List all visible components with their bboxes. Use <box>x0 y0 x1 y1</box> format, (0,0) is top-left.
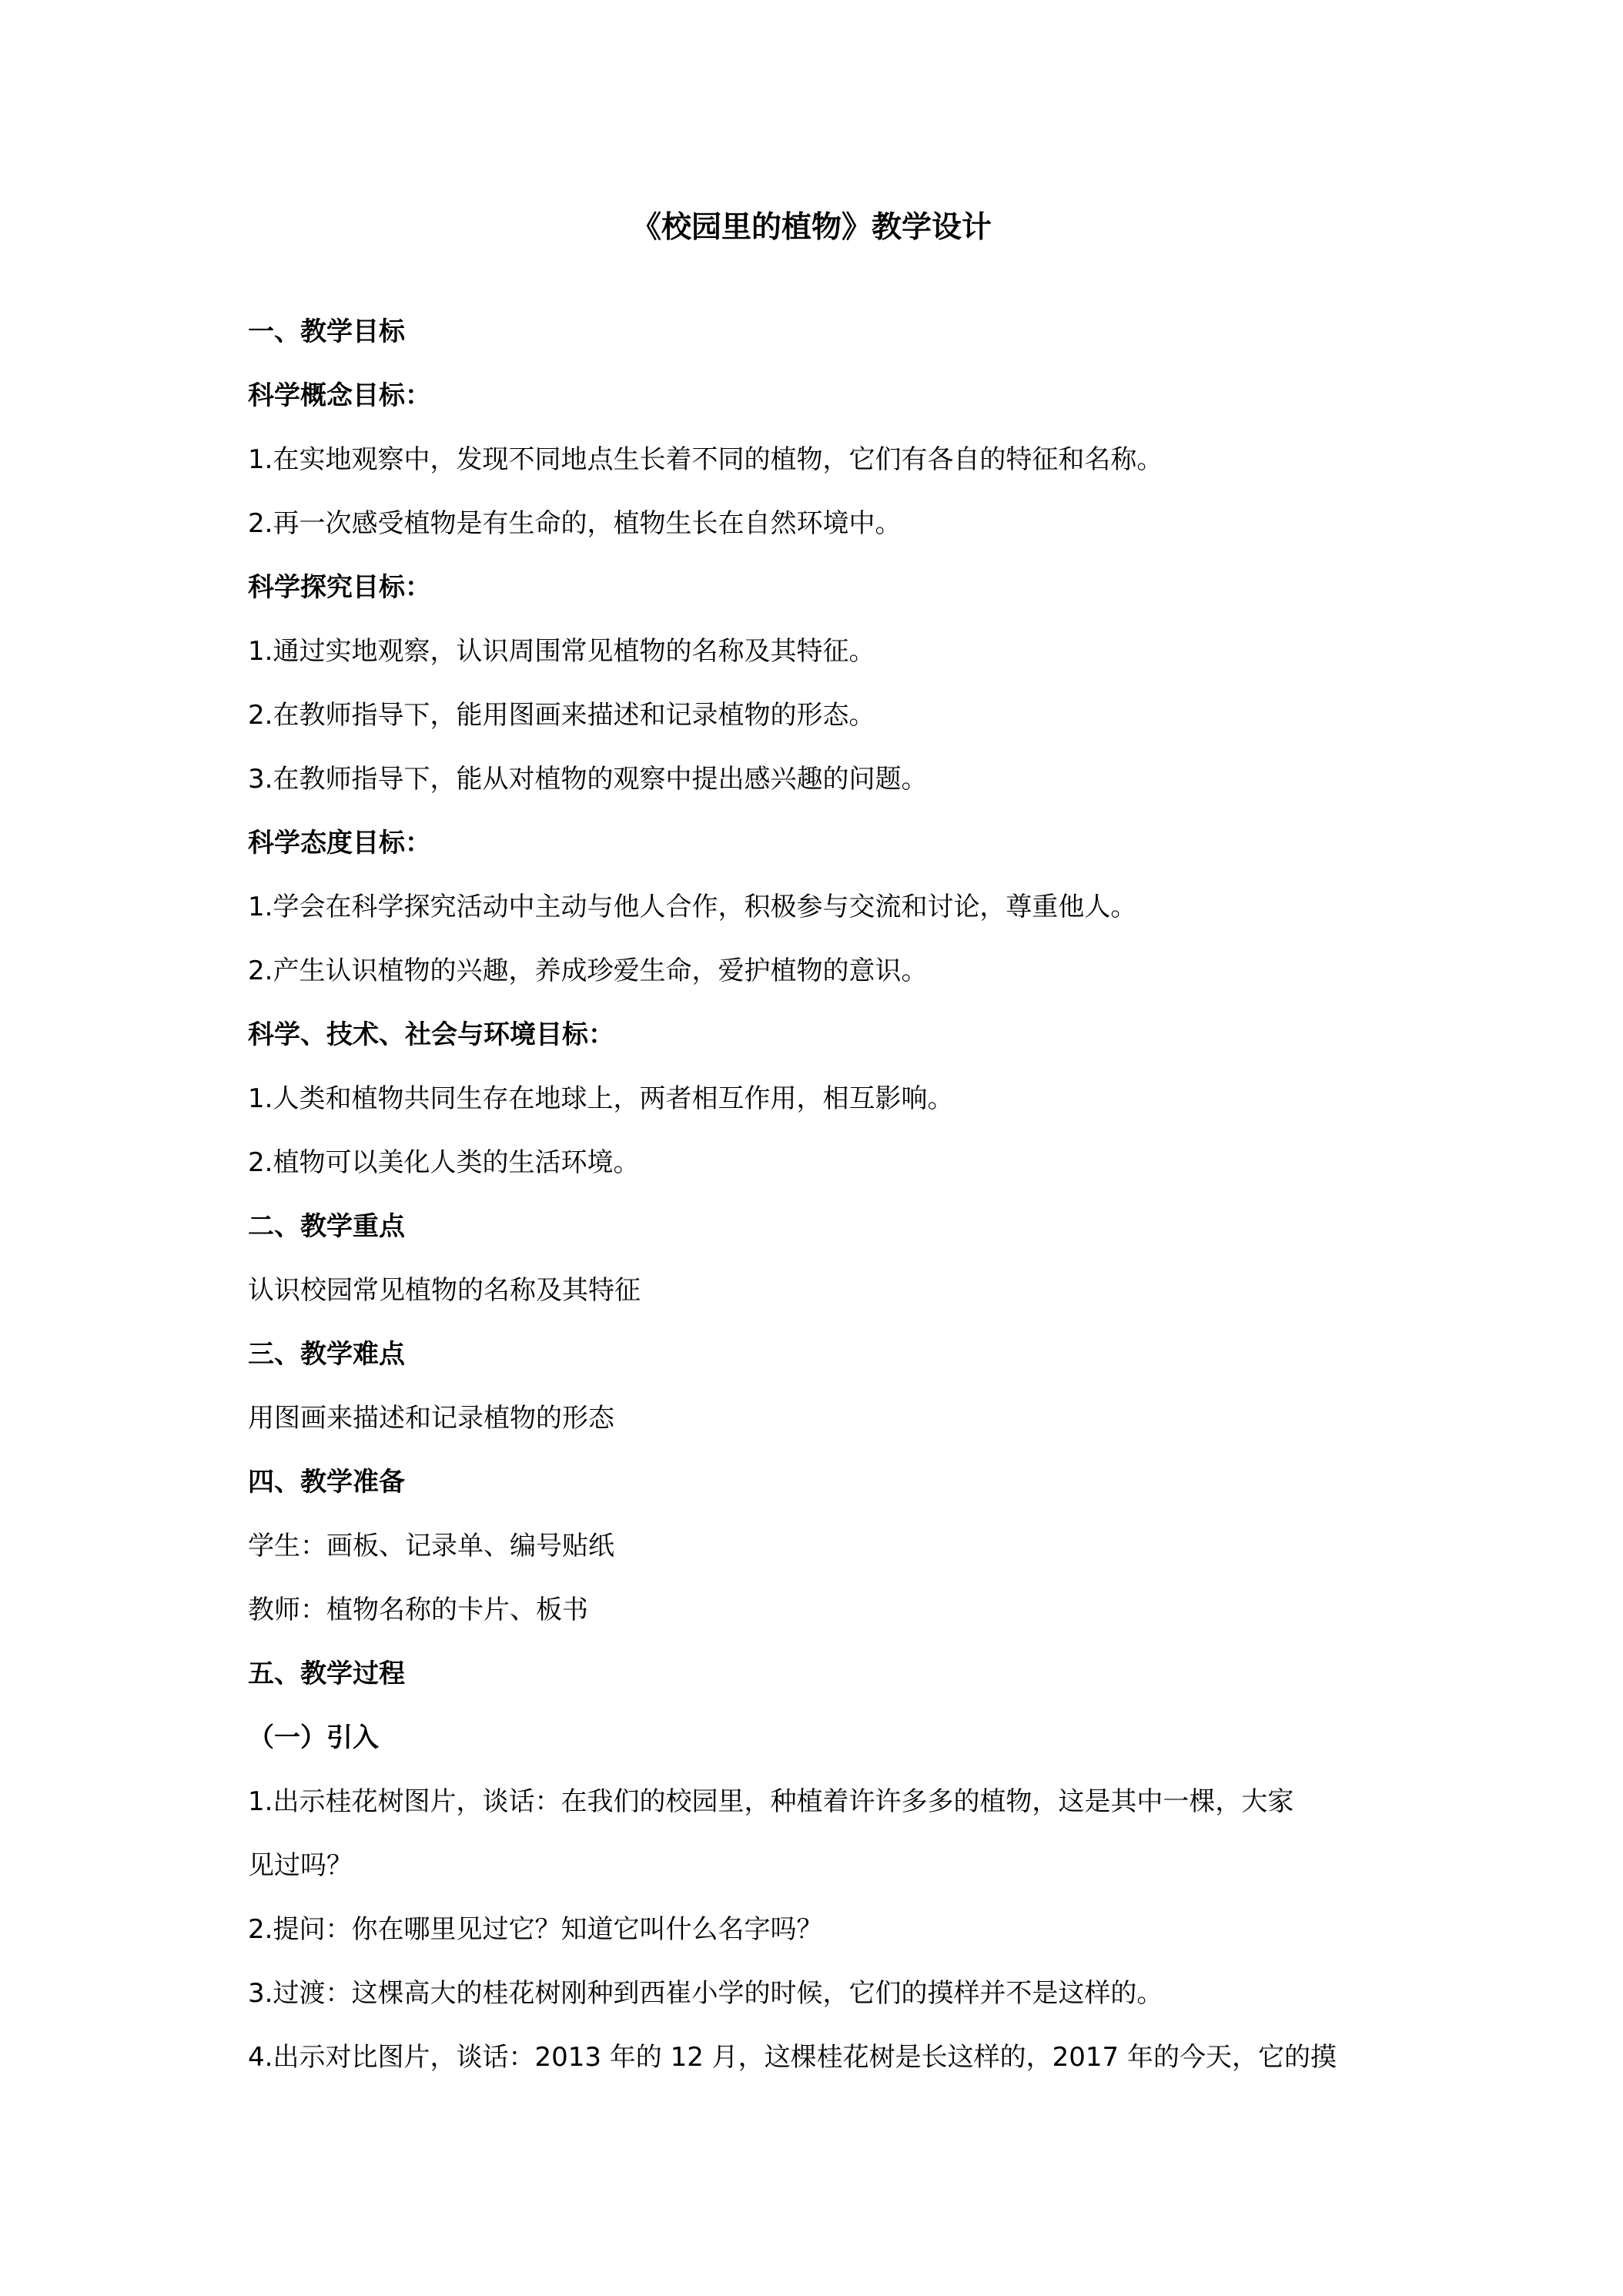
subheading-inquiry: 科学探究目标： <box>248 572 431 603</box>
subheading-intro: （一）引入 <box>248 1722 379 1753</box>
difficulties-text: 用图画来描述和记录植物的形态 <box>248 1403 614 1434</box>
subheading-attitude: 科学态度目标： <box>248 828 431 858</box>
preparation-teacher: 教师：植物名称的卡片、板书 <box>248 1595 588 1625</box>
inquiry-item-2: 2.在教师指导下，能用图画来描述和记录植物的形态。 <box>248 700 875 731</box>
preparation-students: 学生：画板、记录单、编号贴纸 <box>248 1531 614 1561</box>
document-title: 《校园里的植物》教学设计 <box>631 210 992 245</box>
intro-item-3: 3.过渡：这棵高大的桂花树刚种到西崔小学的时候，它们的摸样并不是这样的。 <box>248 1978 1163 2009</box>
stse-item-1: 1.人类和植物共同生存在地球上，两者相互作用，相互影响。 <box>248 1083 954 1114</box>
subheading-stse: 科学、技术、社会与环境目标： <box>248 1019 614 1050</box>
intro-item-2: 2.提问：你在哪里见过它？知道它叫什么名字吗？ <box>248 1914 823 1945</box>
heading-process: 五、教学过程 <box>248 1658 405 1689</box>
concept-item-2: 2.再一次感受植物是有生命的，植物生长在自然环境中。 <box>248 508 902 539</box>
heading-preparation: 四、教学准备 <box>248 1467 405 1498</box>
subheading-concept: 科学概念目标： <box>248 380 431 411</box>
intro-item-4: 4.出示对比图片，谈话：2013 年的 12 月，这棵桂花树是长这样的，2017 年的今天，它的摸 <box>248 2042 1337 2073</box>
key-points-text: 认识校园常见植物的名称及其特征 <box>248 1275 641 1306</box>
concept-item-1: 1.在实地观察中，发现不同地点生长着不同的植物，它们有各自的特征和名称。 <box>248 444 1163 475</box>
stse-item-2: 2.植物可以美化人类的生活环境。 <box>248 1147 640 1178</box>
intro-item-1: 1.出示桂花树图片，谈话：在我们的校园里，种植着许许多多的植物，这是其中一棵，大家 <box>248 1786 1294 1817</box>
intro-item-1-continued: 见过吗？ <box>248 1850 353 1881</box>
inquiry-item-1: 1.通过实地观察，认识周围常见植物的名称及其特征。 <box>248 636 875 667</box>
heading-difficulties: 三、教学难点 <box>248 1339 405 1370</box>
attitude-item-2: 2.产生认识植物的兴趣，养成珍爱生命，爱护植物的意识。 <box>248 956 928 986</box>
heading-objectives: 一、教学目标 <box>248 316 405 347</box>
attitude-item-1: 1.学会在科学探究活动中主动与他人合作，积极参与交流和讨论，尊重他人。 <box>248 892 1137 922</box>
heading-key-points: 二、教学重点 <box>248 1211 405 1242</box>
inquiry-item-3: 3.在教师指导下，能从对植物的观察中提出感兴趣的问题。 <box>248 764 928 795</box>
